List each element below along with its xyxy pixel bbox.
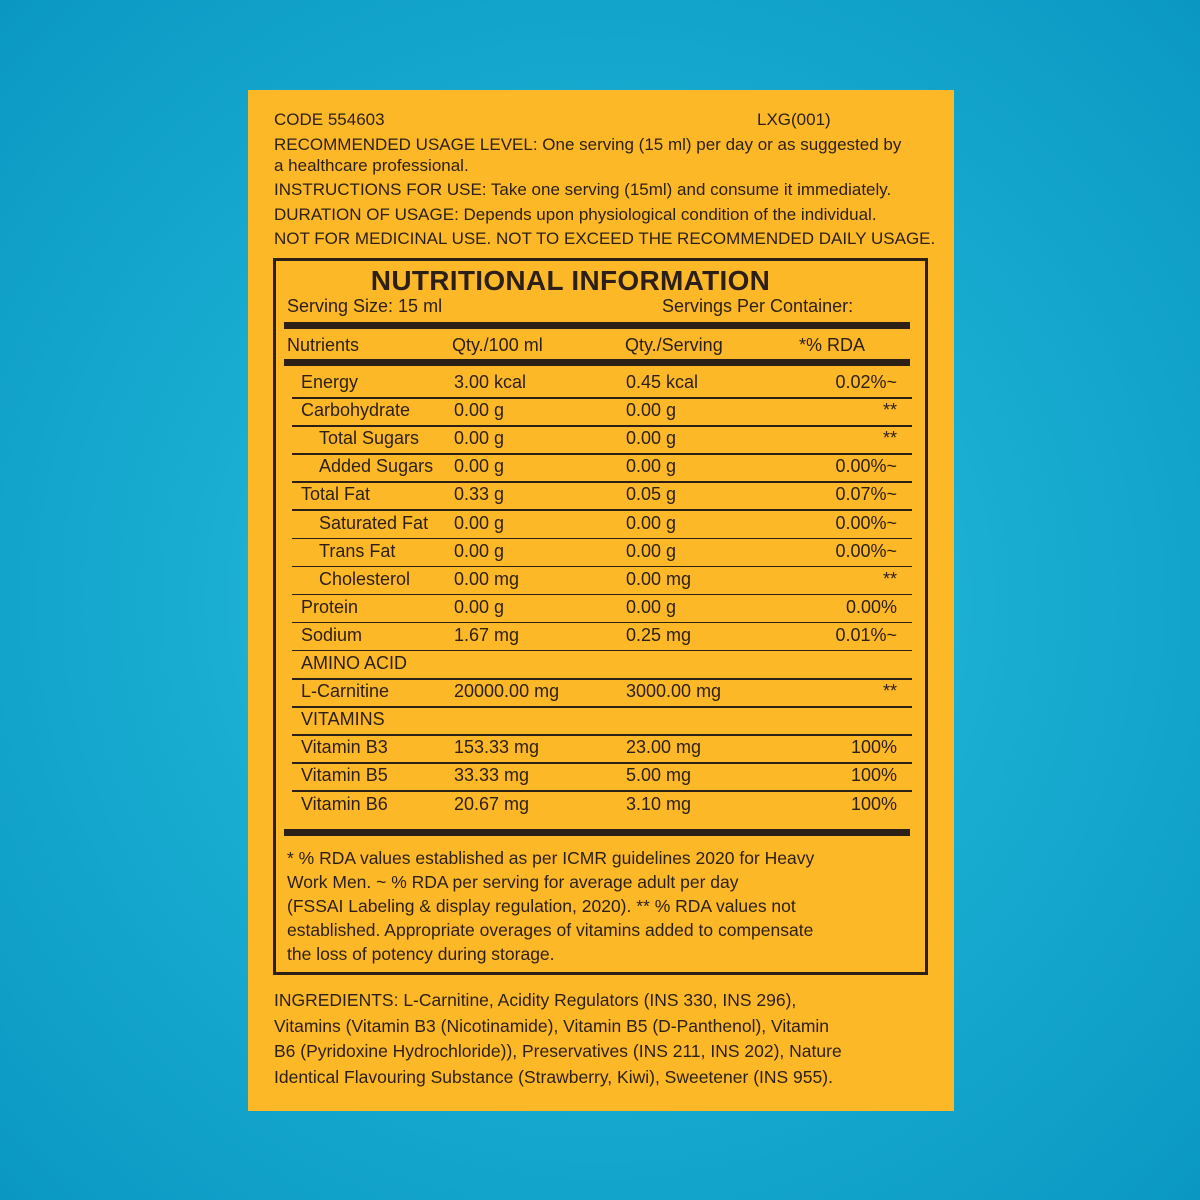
nutrient-qty-per-serving: 0.45 kcal — [626, 372, 699, 392]
row-divider — [292, 678, 912, 680]
batch-code: LXG(001) — [757, 110, 831, 129]
nutrient-qty-per-100ml: 0.00 g — [454, 540, 505, 561]
nutrient-qty-per-100ml: 0.00 g — [454, 596, 505, 617]
row-divider — [292, 790, 912, 792]
usage-level-line-2: a healthcare professional. — [274, 156, 469, 175]
nutrient-rda: ** — [882, 681, 897, 702]
row-divider — [292, 594, 912, 596]
ingredients-line: INGREDIENTS: L-Carnitine, Acidity Regulators (INS 330, INS 296), — [274, 990, 797, 1010]
row-divider — [292, 453, 912, 455]
nutrient-qty-per-100ml: 1.67 mg — [454, 624, 520, 645]
nutrient-qty-per-serving: 0.00 g — [626, 512, 677, 533]
nutrient-qty-per-serving: 0.00 g — [626, 596, 677, 617]
product-code: CODE 554603 — [274, 110, 385, 129]
row-divider — [292, 509, 912, 511]
footnote-line: Work Men. ~ % RDA per serving for average adult per day — [287, 872, 739, 892]
nutrient-qty-per-100ml: 0.33 g — [454, 484, 505, 505]
nutrition-label — [248, 90, 954, 1111]
serving-size: Serving Size: 15 ml — [287, 296, 443, 316]
servings-per-container: Servings Per Container: — [662, 296, 854, 316]
nutrient-qty-per-100ml: 0.00 g — [454, 512, 505, 533]
ingredients-line: Identical Flavouring Substance (Strawberry, Kiwi), Sweetener (INS 955). — [274, 1066, 833, 1087]
warning-line: NOT FOR MEDICINAL USE. NOT TO EXCEED THE RECOMMENDED DAILY USAGE. — [274, 229, 936, 248]
nutrient-qty-per-100ml: 33.33 mg — [454, 765, 530, 786]
nutrient-rda: ** — [882, 568, 897, 589]
nutrient-rda: ** — [882, 400, 897, 421]
nutrient-rda: 0.00%~ — [835, 456, 897, 477]
nutrient-name: Vitamin B6 — [301, 793, 388, 814]
nutrition-panel — [273, 258, 928, 975]
nutrient-qty-per-100ml: 20000.00 mg — [454, 681, 560, 702]
rule-bottom — [284, 829, 910, 836]
row-divider — [292, 425, 912, 427]
ingredients-line: Vitamins (Vitamin B3 (Nicotinamide), Vitamin B5 (D-Panthenol), Vitamin — [274, 1015, 830, 1036]
nutrient-rda: 0.07%~ — [835, 484, 897, 505]
row-divider — [292, 734, 912, 736]
nutrient-name: Protein — [301, 596, 359, 617]
nutrient-qty-per-100ml: 0.00 g — [454, 456, 505, 477]
nutrient-qty-per-serving: 0.00 g — [626, 400, 677, 421]
nutrient-qty-per-serving: 5.00 mg — [626, 765, 692, 786]
row-divider — [292, 650, 912, 652]
nutrient-rda: ** — [882, 428, 897, 449]
usage-level-line-1: RECOMMENDED USAGE LEVEL: One serving (15 ml) per day or as suggested by — [274, 135, 902, 154]
nutrient-qty-per-100ml: 0.00 mg — [454, 568, 520, 589]
col-header-nutrients: Nutrients — [287, 335, 360, 355]
footnote-line: (FSSAI Labeling & display regulation, 2020). ** % RDA values not — [287, 896, 796, 916]
nutrient-qty-per-100ml: 0.00 g — [454, 428, 505, 449]
nutrient-name: Saturated Fat — [319, 512, 429, 533]
col-header-per-serving: Qty./Serving — [625, 335, 723, 355]
row-divider — [292, 481, 912, 483]
nutrient-rda: 0.01%~ — [835, 624, 897, 645]
nutrient-name: Vitamin B5 — [301, 765, 388, 786]
ingredients — [274, 988, 842, 1090]
nutrient-name: VITAMINS — [301, 709, 385, 730]
nutrient-name: Trans Fat — [319, 540, 396, 561]
rule-top — [284, 322, 910, 329]
nutrient-name: Sodium — [301, 624, 363, 645]
nutrient-name: AMINO ACID — [301, 653, 408, 673]
nutrient-qty-per-serving: 0.00 mg — [626, 568, 692, 589]
nutrient-rda: 100% — [850, 793, 897, 814]
nutrient-rda: 100% — [850, 765, 897, 786]
nutrient-name: Energy — [301, 372, 359, 392]
nutrient-qty-per-serving: 0.05 g — [626, 484, 677, 505]
nutrient-name: Added Sugars — [319, 456, 434, 477]
nutrient-qty-per-serving: 3000.00 mg — [626, 681, 722, 702]
footnote — [287, 846, 814, 966]
nutrient-name: Total Fat — [301, 484, 371, 505]
nutrient-qty-per-serving: 0.00 g — [626, 456, 677, 477]
nutrient-name: Cholesterol — [319, 568, 411, 589]
ingredients-line: B6 (Pyridoxine Hydrochloride)), Preservatives (INS 211, INS 202), Nature — [274, 1041, 842, 1061]
rule-header — [284, 359, 910, 366]
nutrient-name: Vitamin B3 — [301, 737, 388, 758]
nutrient-qty-per-serving: 0.00 g — [626, 540, 677, 561]
duration-line: DURATION OF USAGE: Depends upon physiological condition of the individual. — [274, 205, 877, 224]
row-divider — [292, 397, 912, 399]
footnote-line: * % RDA values established as per ICMR guidelines 2020 for Heavy — [287, 848, 815, 868]
nutrient-qty-per-serving: 23.00 mg — [626, 737, 702, 758]
row-divider — [292, 622, 912, 624]
row-divider — [292, 538, 912, 540]
nutrient-name: Total Sugars — [319, 428, 420, 449]
col-header-per-100ml: Qty./100 ml — [452, 335, 543, 355]
footnote-line: the loss of potency during storage. — [287, 944, 555, 964]
nutrient-name: Carbohydrate — [301, 400, 411, 421]
nutrient-qty-per-100ml: 153.33 mg — [454, 737, 540, 758]
nutrient-qty-per-serving: 3.10 mg — [626, 793, 692, 814]
col-header-rda: *% RDA — [799, 335, 866, 355]
nutrient-rda: 0.02%~ — [835, 372, 897, 392]
instructions-line: INSTRUCTIONS FOR USE: Take one serving (15ml) and consume it immediately. — [274, 180, 892, 199]
nutrient-qty-per-100ml: 0.00 g — [454, 400, 505, 421]
row-divider — [292, 762, 912, 764]
nutrient-rda: 0.00%~ — [835, 540, 897, 561]
nutrient-qty-per-serving: 0.00 g — [626, 428, 677, 449]
row-divider — [292, 706, 912, 708]
nutrient-qty-per-100ml: 20.67 mg — [454, 793, 530, 814]
row-divider — [292, 566, 912, 568]
nutrient-rda: 100% — [850, 737, 897, 758]
nutrient-qty-per-serving: 0.25 mg — [626, 624, 692, 645]
nutrient-name: L-Carnitine — [301, 681, 390, 702]
nutrient-qty-per-100ml: 3.00 kcal — [454, 372, 527, 392]
nutrient-rda: 0.00%~ — [835, 512, 897, 533]
footnote-line: established. Appropriate overages of vitamins added to compensate — [287, 920, 814, 940]
nutrient-rda: 0.00% — [845, 596, 897, 617]
panel-title: NUTRITIONAL INFORMATION — [370, 265, 771, 296]
